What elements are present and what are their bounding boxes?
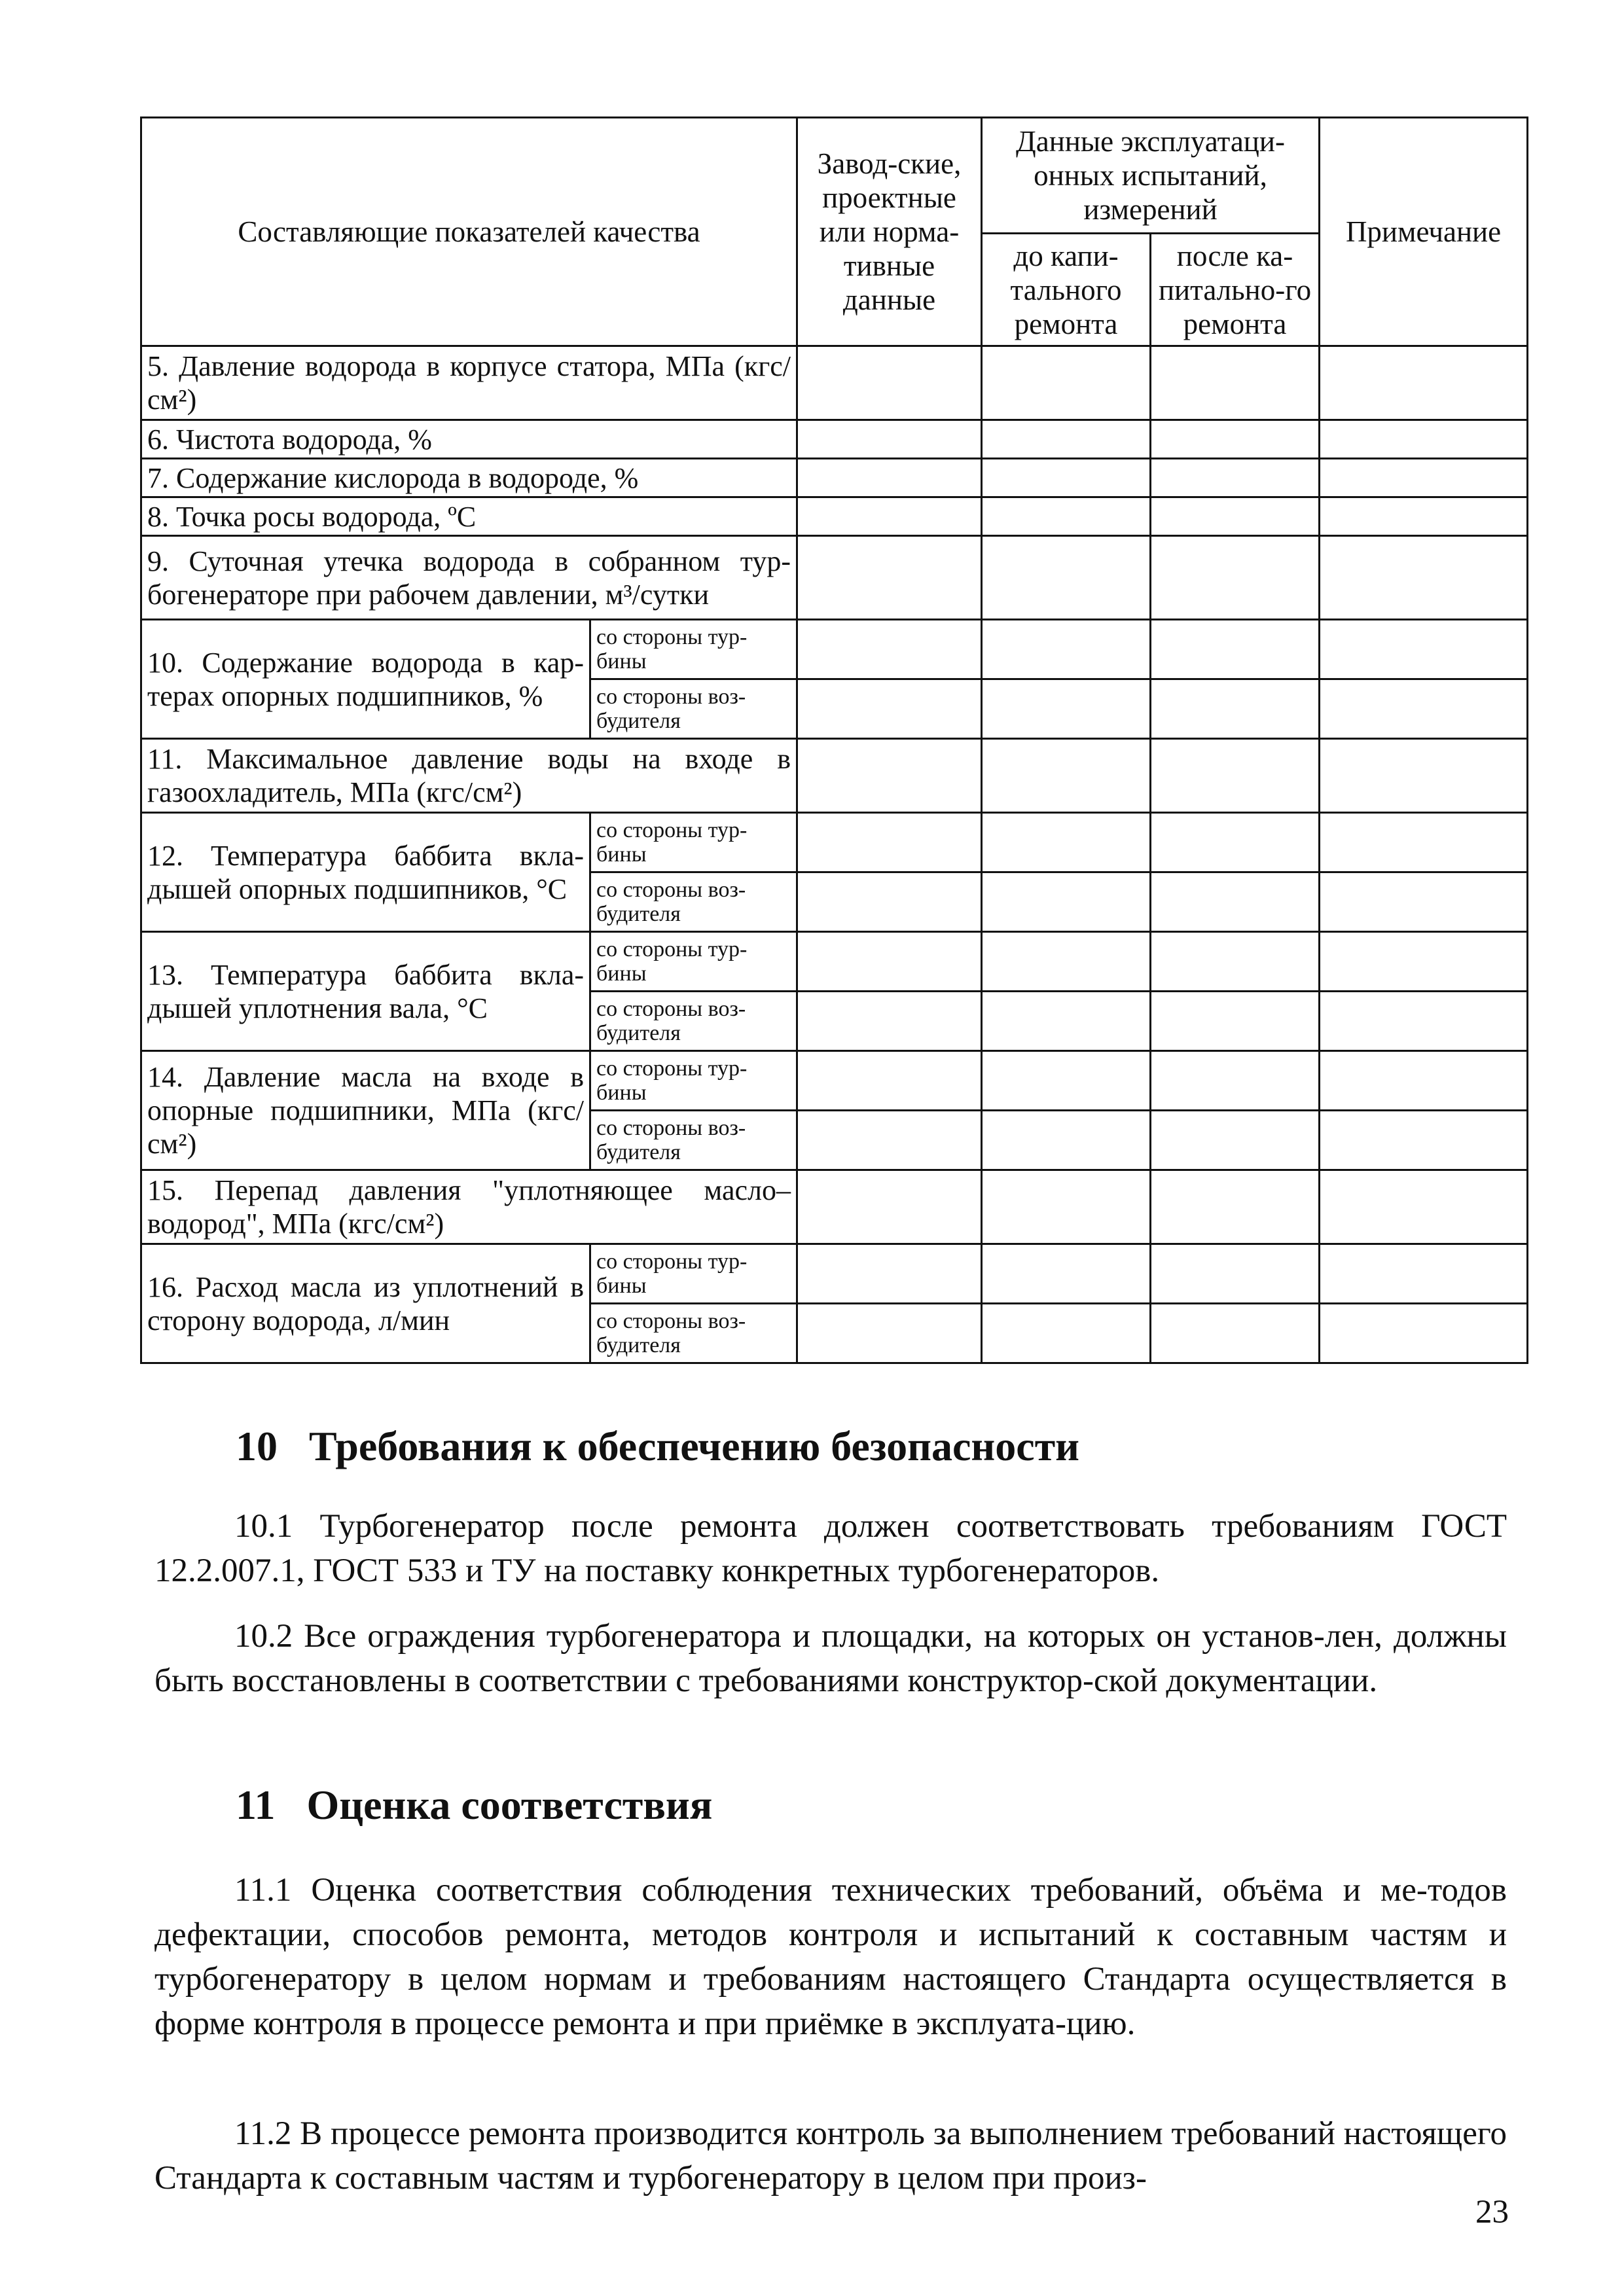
table-cell — [982, 620, 1151, 679]
table-cell — [1320, 813, 1528, 872]
header-factory-data: Завод-ские, проектные или норма-тивные данные — [797, 118, 982, 346]
table-cell — [1151, 346, 1320, 420]
table-cell — [1320, 932, 1528, 992]
row-16-turbine-side: со стороны тур-бины — [590, 1244, 797, 1304]
table-cell — [797, 872, 982, 932]
table-cell — [1151, 679, 1320, 739]
header-operational-data: Данные эксплуатаци-онных испытаний, измерений — [982, 118, 1320, 234]
table-cell — [1151, 739, 1320, 813]
section-11-paragraph-2: 11.2 В процессе ремонта производится контроль за выполнением требований настоящего Стандарта к составным частям и турбогенератору в целом при произ- — [154, 2115, 1507, 2197]
section-10-heading: 10 Требования к обеспечению безопасности — [236, 1423, 1079, 1469]
section-10-paragraph-2: 10.2 Все ограждения турбогенератора и площадки, на которых он установ-лен, должны быть восстановлены в соответствии с требованиями конструктор-ской документации. — [154, 1618, 1507, 1699]
section-10-paragraph-1: 10.1 Турбогенератор после ремонта должен соответствовать требованиям ГОСТ 12.2.007.1, ГОСТ 533 и ТУ на поставку конкретных турбогенераторов. — [154, 1508, 1507, 1589]
table-cell — [1151, 1244, 1320, 1304]
row-11-label: 11. Максимальное давление воды на входе в газоохладитель, МПа (кгс/см²) — [141, 739, 797, 813]
row-16-exciter-side: со стороны воз-будителя — [590, 1304, 797, 1363]
table-cell — [1151, 1170, 1320, 1244]
table-cell — [982, 497, 1151, 536]
header-before-repair: до капи-тального ремонта — [982, 234, 1151, 346]
row-12-exciter-side: со стороны воз-будителя — [590, 872, 797, 932]
table-cell — [1151, 813, 1320, 872]
table-cell — [1320, 536, 1528, 620]
table-cell — [1320, 497, 1528, 536]
table-cell — [797, 1170, 982, 1244]
table-cell — [982, 459, 1151, 497]
table-cell — [1151, 1304, 1320, 1363]
table-cell — [797, 1304, 982, 1363]
row-13-label: 13. Температура баббита вкла-дышей уплотнения вала, °С — [141, 932, 590, 1051]
row-12-label: 12. Температура баббита вкла-дышей опорных подшипников, °С — [141, 813, 590, 932]
header-components: Составляющие показателей качества — [141, 118, 797, 346]
row-6-label: 6. Чистота водорода, % — [141, 420, 797, 459]
row-7-label: 7. Содержание кислорода в водороде, % — [141, 459, 797, 497]
header-after-repair: после ка-питально-го ремонта — [1151, 234, 1320, 346]
page-number: 23 — [1475, 2194, 1509, 2231]
table-cell — [1320, 739, 1528, 813]
table-cell — [982, 1111, 1151, 1170]
table-cell — [1320, 459, 1528, 497]
table-cell — [797, 932, 982, 992]
row-14-label: 14. Давление масла на входе в опорные подшипники, МПа (кгс/см²) — [141, 1051, 590, 1170]
table-cell — [797, 813, 982, 872]
table-cell — [1151, 620, 1320, 679]
table-cell — [1320, 1244, 1528, 1304]
table-cell — [982, 1244, 1151, 1304]
table-cell — [797, 992, 982, 1051]
table-cell — [982, 1304, 1151, 1363]
table-cell — [797, 739, 982, 813]
row-9-label: 9. Суточная утечка водорода в собранном тур-богенераторе при рабочем давлении, м³/сутки — [141, 536, 797, 620]
table-cell — [982, 932, 1151, 992]
table-cell — [1151, 1111, 1320, 1170]
row-10-turbine-side: со стороны тур-бины — [590, 620, 797, 679]
section-11-heading: 11 Оценка соответствия — [236, 1782, 713, 1828]
table-cell — [797, 1051, 982, 1111]
table-cell — [1151, 420, 1320, 459]
table-cell — [1151, 497, 1320, 536]
table-cell — [797, 420, 982, 459]
row-15-label: 15. Перепад давления "уплотняющее масло–водород", МПа (кгс/см²) — [141, 1170, 797, 1244]
table-cell — [1151, 459, 1320, 497]
table-cell — [797, 620, 982, 679]
table-cell — [1320, 1111, 1528, 1170]
table-cell — [797, 497, 982, 536]
table-cell — [797, 346, 982, 420]
table-cell — [797, 679, 982, 739]
table-cell — [982, 536, 1151, 620]
table-cell — [982, 1170, 1151, 1244]
table-cell — [1151, 536, 1320, 620]
table-cell — [1320, 679, 1528, 739]
table-cell — [982, 739, 1151, 813]
table-cell — [1151, 1051, 1320, 1111]
quality-indicators-table — [140, 117, 1528, 1364]
row-10-label: 10. Содержание водорода в кар-терах опорных подшипников, % — [141, 620, 590, 739]
table-cell — [982, 872, 1151, 932]
table-cell — [1320, 872, 1528, 932]
table-cell — [982, 813, 1151, 872]
table-cell — [1320, 346, 1528, 420]
row-10-exciter-side: со стороны воз-будителя — [590, 679, 797, 739]
table-cell — [1320, 1170, 1528, 1244]
table-cell — [1320, 1051, 1528, 1111]
section-11-paragraph-1: 11.1 Оценка соответствия соблюдения технических требований, объёма и ме-тодов дефектации, способов ремонта, методов контроля и испытаний к составным частям и турбогенератору в целом нормам и требованиям настоящего Стандарта осуществляется в форме контроля в процессе ремонта и при приёмке в эксплуата-цию. — [154, 1872, 1507, 2042]
row-12-turbine-side: со стороны тур-бины — [590, 813, 797, 872]
table-cell — [1151, 992, 1320, 1051]
table-cell — [1151, 872, 1320, 932]
table-cell — [797, 459, 982, 497]
table-cell — [982, 992, 1151, 1051]
table-cell — [1320, 1304, 1528, 1363]
table-cell — [1320, 620, 1528, 679]
table-cell — [982, 679, 1151, 739]
row-16-label: 16. Расход масла из уплотнений в сторону водорода, л/мин — [141, 1244, 590, 1363]
header-note: Примечание — [1320, 118, 1528, 346]
table-cell — [1320, 992, 1528, 1051]
row-8-label: 8. Точка росы водорода, ºС — [141, 497, 797, 536]
row-13-turbine-side: со стороны тур-бины — [590, 932, 797, 992]
table-cell — [982, 346, 1151, 420]
row-14-exciter-side: со стороны воз-будителя — [590, 1111, 797, 1170]
table-cell — [982, 1051, 1151, 1111]
table-cell — [1151, 932, 1320, 992]
table-cell — [797, 1244, 982, 1304]
table-cell — [982, 420, 1151, 459]
table-cell — [797, 1111, 982, 1170]
table-cell — [797, 536, 982, 620]
row-5-label: 5. Давление водорода в корпусе статора, МПа (кгс/см²) — [141, 346, 797, 420]
table-cell — [1320, 420, 1528, 459]
row-13-exciter-side: со стороны воз-будителя — [590, 992, 797, 1051]
row-14-turbine-side: со стороны тур-бины — [590, 1051, 797, 1111]
